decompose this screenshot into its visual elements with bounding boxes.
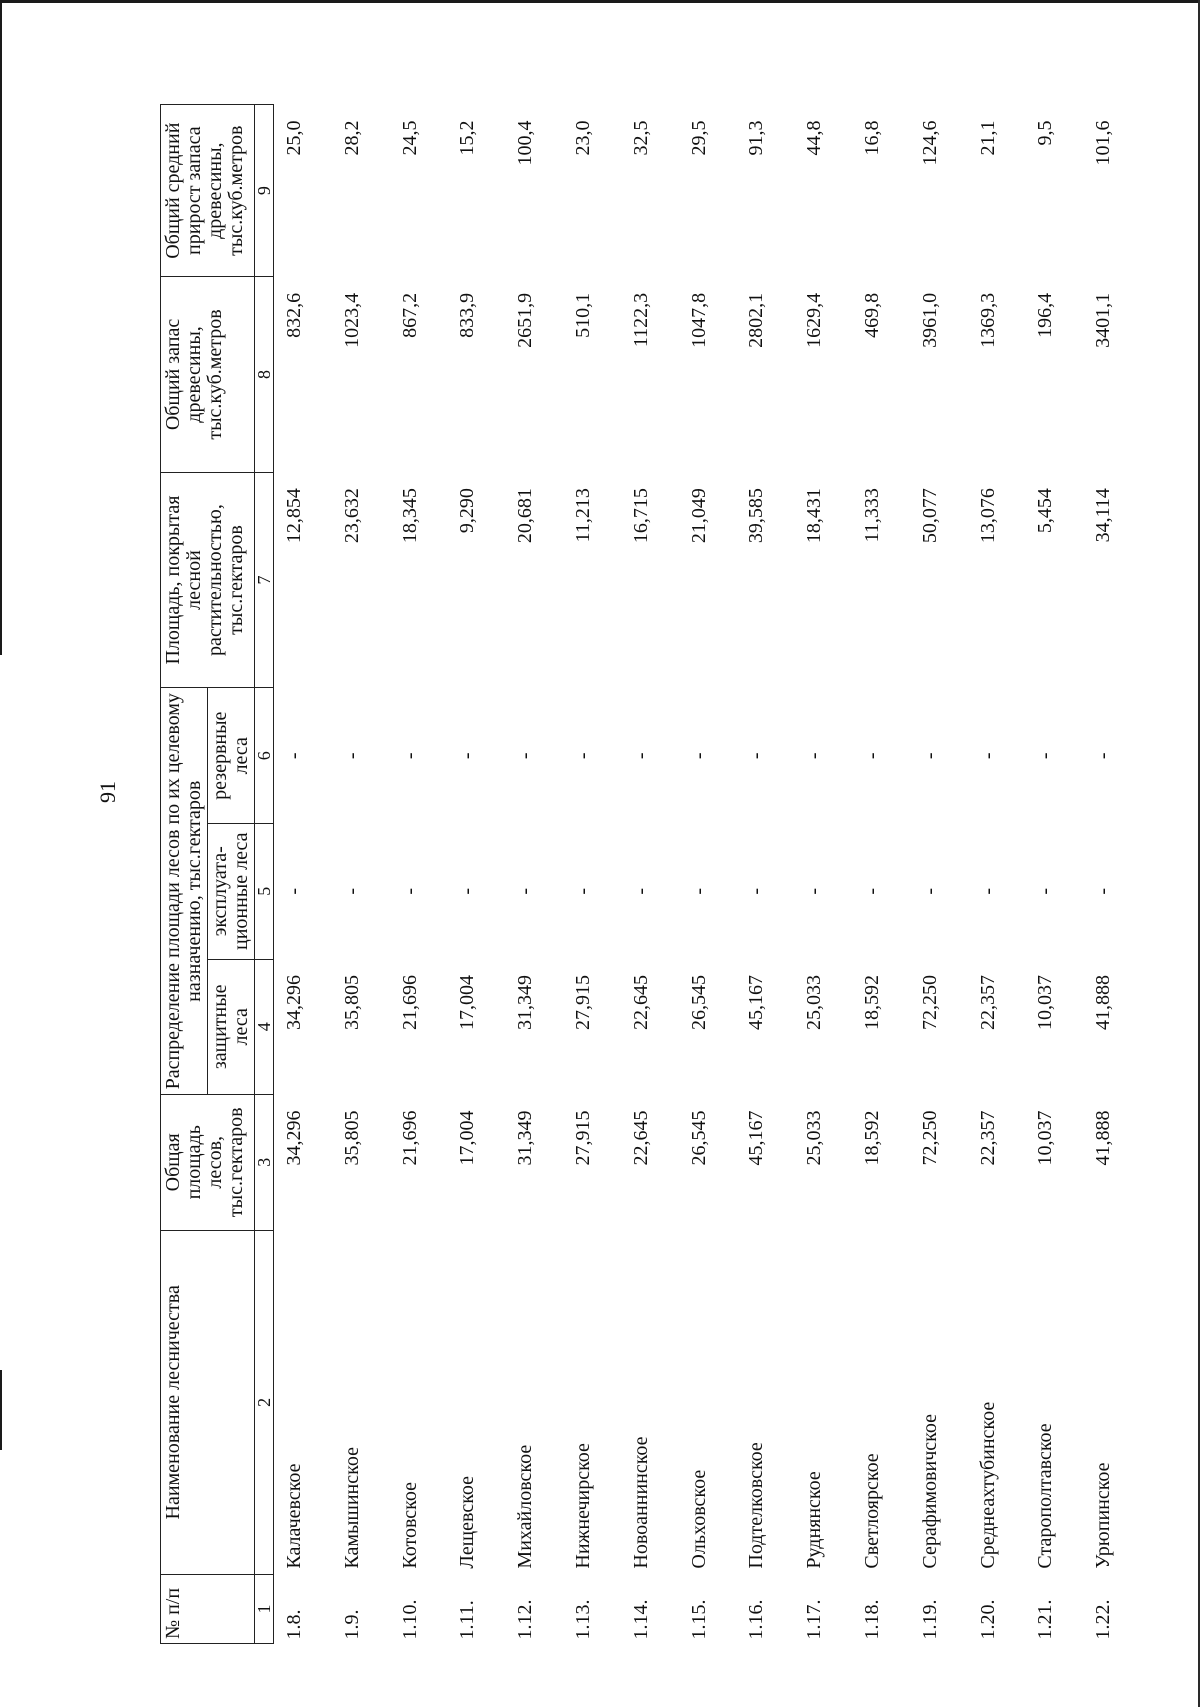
- cell-wood-growth: 28,2: [340, 120, 363, 156]
- cell-exploitation-area: -: [860, 887, 883, 895]
- cell-row-index: 1.12.: [514, 1599, 537, 1640]
- cell-covered-area: 23,632: [340, 488, 363, 544]
- header-number: № п/п: [161, 1575, 255, 1644]
- cell-covered-area: 18,345: [398, 488, 421, 544]
- cell-exploitation-area: -: [340, 887, 363, 895]
- cell-covered-area: 11,333: [860, 488, 883, 543]
- cell-protective-area: 25,033: [803, 975, 826, 1031]
- cell-forestry-name: Калачевское: [283, 1463, 305, 1569]
- cell-wood-growth: 29,5: [687, 120, 710, 156]
- cell-wood-stock: 2651,9: [514, 292, 537, 348]
- cell-wood-growth: 25,0: [283, 120, 305, 156]
- cell-wood-stock: 1023,4: [340, 292, 363, 348]
- table-row: [332, 105, 390, 1644]
- cell-forestry-name: Нижнечирское: [571, 1443, 594, 1569]
- cell-forestry-name: Подтелковское: [745, 1442, 768, 1569]
- cell-total-area: 27,915: [571, 1110, 594, 1166]
- cell-total-area: 34,296: [283, 1110, 305, 1166]
- cell-forestry-name: Серафимовичское: [918, 1414, 941, 1569]
- cell-row-index: 1.11.: [456, 1600, 479, 1640]
- cell-row-index: 1.15.: [687, 1599, 710, 1640]
- cell-reserve-area: -: [687, 752, 710, 760]
- cell-reserve-area: -: [629, 752, 652, 760]
- cell-reserve-area: -: [976, 752, 999, 760]
- cell-forestry-name: Михайловское: [514, 1444, 537, 1569]
- cell-protective-area: 10,037: [1034, 975, 1057, 1031]
- cell-covered-area: 50,077: [918, 488, 941, 544]
- table-row: [563, 105, 621, 1644]
- cell-total-area: 22,357: [976, 1110, 999, 1166]
- column-number: 9: [255, 105, 274, 277]
- column-number: 7: [255, 472, 274, 688]
- cell-row-index: 1.14.: [629, 1599, 652, 1640]
- cell-reserve-area: -: [745, 752, 768, 760]
- cell-row-index: 1.22.: [1092, 1599, 1115, 1640]
- cell-exploitation-area: -: [1092, 887, 1115, 895]
- header-growth: Общий средний прирост запаса древесины, тыс.куб.метров: [161, 105, 255, 277]
- cell-exploitation-area: -: [629, 887, 652, 895]
- cell-wood-stock: 510,1: [571, 292, 594, 338]
- cell-row-index: 1.20.: [976, 1599, 999, 1640]
- cell-wood-growth: 24,5: [398, 120, 421, 156]
- header-total-area: Общая площадь лесов, тыс.гектаров: [161, 1095, 255, 1231]
- cell-protective-area: 17,004: [456, 975, 479, 1031]
- cell-protective-area: 22,357: [976, 975, 999, 1031]
- table-row: [621, 105, 679, 1644]
- cell-forestry-name: Среднеахтубинское: [976, 1401, 999, 1569]
- cell-total-area: 45,167: [745, 1110, 768, 1166]
- cell-total-area: 26,545: [687, 1110, 710, 1166]
- header-wood-stock: Общий запас древесины, тыс.куб.метров: [161, 277, 255, 472]
- cell-protective-area: 31,349: [514, 975, 537, 1031]
- cell-exploitation-area: -: [1034, 887, 1057, 895]
- cell-exploitation-area: -: [687, 887, 710, 895]
- cell-total-area: 72,250: [918, 1110, 941, 1166]
- table-row: [274, 105, 332, 1644]
- cell-forestry-name: Камышинское: [340, 1447, 363, 1569]
- table-row: [1083, 105, 1141, 1644]
- cell-reserve-area: -: [860, 752, 883, 760]
- table-row: [390, 105, 448, 1644]
- cell-protective-area: 26,545: [687, 975, 710, 1031]
- forestry-table: [160, 104, 1141, 1644]
- cell-wood-stock: 469,8: [860, 292, 883, 338]
- cell-protective-area: 22,645: [629, 975, 652, 1031]
- cell-total-area: 41,888: [1092, 1110, 1115, 1166]
- cell-covered-area: 34,114: [1092, 488, 1115, 543]
- cell-wood-growth: 23,0: [571, 120, 594, 156]
- cell-total-area: 17,004: [456, 1110, 479, 1166]
- cell-covered-area: 12,854: [283, 488, 305, 544]
- header-forestry-name: Наименование лесничества: [161, 1230, 255, 1575]
- cell-wood-stock: 832,6: [283, 292, 305, 338]
- cell-reserve-area: -: [571, 752, 594, 760]
- cell-covered-area: 18,431: [803, 488, 826, 544]
- cell-row-index: 1.21.: [1034, 1599, 1057, 1640]
- column-number: 5: [255, 824, 274, 960]
- cell-wood-stock: 1047,8: [687, 292, 710, 348]
- cell-wood-stock: 1629,4: [803, 292, 826, 348]
- cell-total-area: 18,592: [860, 1110, 883, 1166]
- table-row: [736, 105, 794, 1644]
- cell-forestry-name: Лещевское: [456, 1475, 479, 1569]
- cell-row-index: 1.18.: [860, 1599, 883, 1640]
- cell-wood-growth: 21,1: [976, 120, 999, 156]
- cell-wood-growth: 91,3: [745, 120, 768, 156]
- cell-exploitation-area: -: [283, 887, 305, 895]
- cell-reserve-area: -: [514, 752, 537, 760]
- cell-wood-growth: 32,5: [629, 120, 652, 156]
- cell-wood-growth: 124,6: [918, 120, 941, 166]
- table-row: [679, 105, 737, 1644]
- cell-wood-growth: 100,4: [514, 120, 537, 166]
- cell-wood-stock: 3961,0: [918, 292, 941, 348]
- cell-row-index: 1.19.: [918, 1599, 941, 1640]
- cell-protective-area: 18,592: [860, 975, 883, 1031]
- cell-row-index: 1.9.: [340, 1609, 363, 1640]
- cell-covered-area: 11,213: [571, 488, 594, 543]
- cell-wood-growth: 101,6: [1092, 120, 1115, 166]
- cell-reserve-area: -: [456, 752, 479, 760]
- cell-reserve-area: -: [918, 752, 941, 760]
- cell-wood-growth: 9,5: [1034, 120, 1057, 146]
- table-row: [910, 105, 968, 1644]
- cell-forestry-name: Новоаннинское: [629, 1436, 652, 1569]
- column-number: 1: [255, 1575, 274, 1644]
- cell-forestry-name: Урюпинское: [1092, 1462, 1115, 1569]
- cell-covered-area: 5,454: [1034, 488, 1057, 534]
- cell-forestry-name: Ольховское: [687, 1469, 710, 1569]
- cell-reserve-area: -: [398, 752, 421, 760]
- cell-wood-stock: 196,4: [1034, 292, 1057, 338]
- cell-exploitation-area: -: [803, 887, 826, 895]
- header-protective-forests: защитные леса: [208, 959, 255, 1095]
- cell-wood-stock: 1369,3: [976, 292, 999, 348]
- cell-row-index: 1.17.: [803, 1599, 826, 1640]
- cell-protective-area: 45,167: [745, 975, 768, 1031]
- cell-protective-area: 72,250: [918, 975, 941, 1031]
- cell-covered-area: 20,681: [514, 488, 537, 544]
- cell-total-area: 35,805: [340, 1110, 363, 1166]
- cell-exploitation-area: -: [398, 887, 421, 895]
- cell-protective-area: 41,888: [1092, 975, 1115, 1031]
- column-number: 6: [255, 688, 274, 824]
- table-row: [852, 105, 910, 1644]
- cell-total-area: 25,033: [803, 1110, 826, 1166]
- cell-row-index: 1.16.: [745, 1599, 768, 1640]
- header-purpose-distribution: Распределение площади лесов по их целевому назначению, тыс.гектаров: [161, 688, 208, 1095]
- cell-total-area: 21,696: [398, 1110, 421, 1166]
- cell-forestry-name: Светлоярское: [860, 1453, 883, 1569]
- cell-reserve-area: -: [283, 752, 305, 760]
- table-row: [447, 105, 505, 1644]
- cell-row-index: 1.13.: [571, 1599, 594, 1640]
- column-number: 3: [255, 1095, 274, 1231]
- cell-protective-area: 35,805: [340, 975, 363, 1031]
- table-row: [794, 105, 852, 1644]
- table-row: [1025, 105, 1083, 1644]
- cell-exploitation-area: -: [456, 887, 479, 895]
- column-number: 8: [255, 277, 274, 472]
- cell-total-area: 10,037: [1034, 1110, 1057, 1166]
- table-row: [505, 105, 563, 1644]
- cell-covered-area: 21,049: [687, 488, 710, 544]
- cell-protective-area: 27,915: [571, 975, 594, 1031]
- column-number: 2: [255, 1230, 274, 1575]
- cell-forestry-name: Котовское: [398, 1482, 421, 1569]
- cell-wood-stock: 3401,1: [1092, 292, 1115, 348]
- cell-exploitation-area: -: [976, 887, 999, 895]
- cell-row-index: 1.8.: [283, 1609, 305, 1640]
- cell-protective-area: 34,296: [283, 975, 305, 1031]
- cell-exploitation-area: -: [514, 887, 537, 895]
- table-body: [274, 105, 1141, 1644]
- cell-exploitation-area: -: [571, 887, 594, 895]
- cell-covered-area: 39,585: [745, 488, 768, 544]
- cell-reserve-area: -: [1092, 752, 1115, 760]
- cell-reserve-area: -: [1034, 752, 1057, 760]
- cell-row-index: 1.10.: [398, 1599, 421, 1640]
- header-covered-area: Площадь, покрытая лесной растительностью, тыс.гектаров: [161, 472, 255, 688]
- cell-protective-area: 21,696: [398, 975, 421, 1031]
- cell-forestry-name: Руднянское: [803, 1471, 826, 1569]
- cell-reserve-area: -: [340, 752, 363, 760]
- cell-forestry-name: Старополтавское: [1034, 1423, 1057, 1569]
- header-reserve-forests: резервные леса: [208, 688, 255, 824]
- cell-covered-area: 13,076: [976, 488, 999, 544]
- cell-wood-stock: 2802,1: [745, 292, 768, 348]
- cell-wood-growth: 15,2: [456, 120, 479, 156]
- cell-wood-stock: 833,9: [456, 292, 479, 338]
- cell-reserve-area: -: [803, 752, 826, 760]
- column-number: 4: [255, 959, 274, 1095]
- cell-total-area: 22,645: [629, 1110, 652, 1166]
- cell-wood-growth: 44,8: [803, 120, 826, 156]
- cell-covered-area: 16,715: [629, 488, 652, 544]
- cell-wood-stock: 867,2: [398, 292, 421, 338]
- page-number: 91: [95, 781, 120, 803]
- table-row: [968, 105, 1026, 1644]
- header-exploitation-forests: эксплуата-ционные леса: [208, 824, 255, 960]
- cell-covered-area: 9,290: [456, 488, 479, 534]
- cell-exploitation-area: -: [745, 887, 768, 895]
- cell-wood-growth: 16,8: [860, 120, 883, 156]
- cell-total-area: 31,349: [514, 1110, 537, 1166]
- cell-wood-stock: 1122,3: [629, 292, 652, 348]
- cell-exploitation-area: -: [918, 887, 941, 895]
